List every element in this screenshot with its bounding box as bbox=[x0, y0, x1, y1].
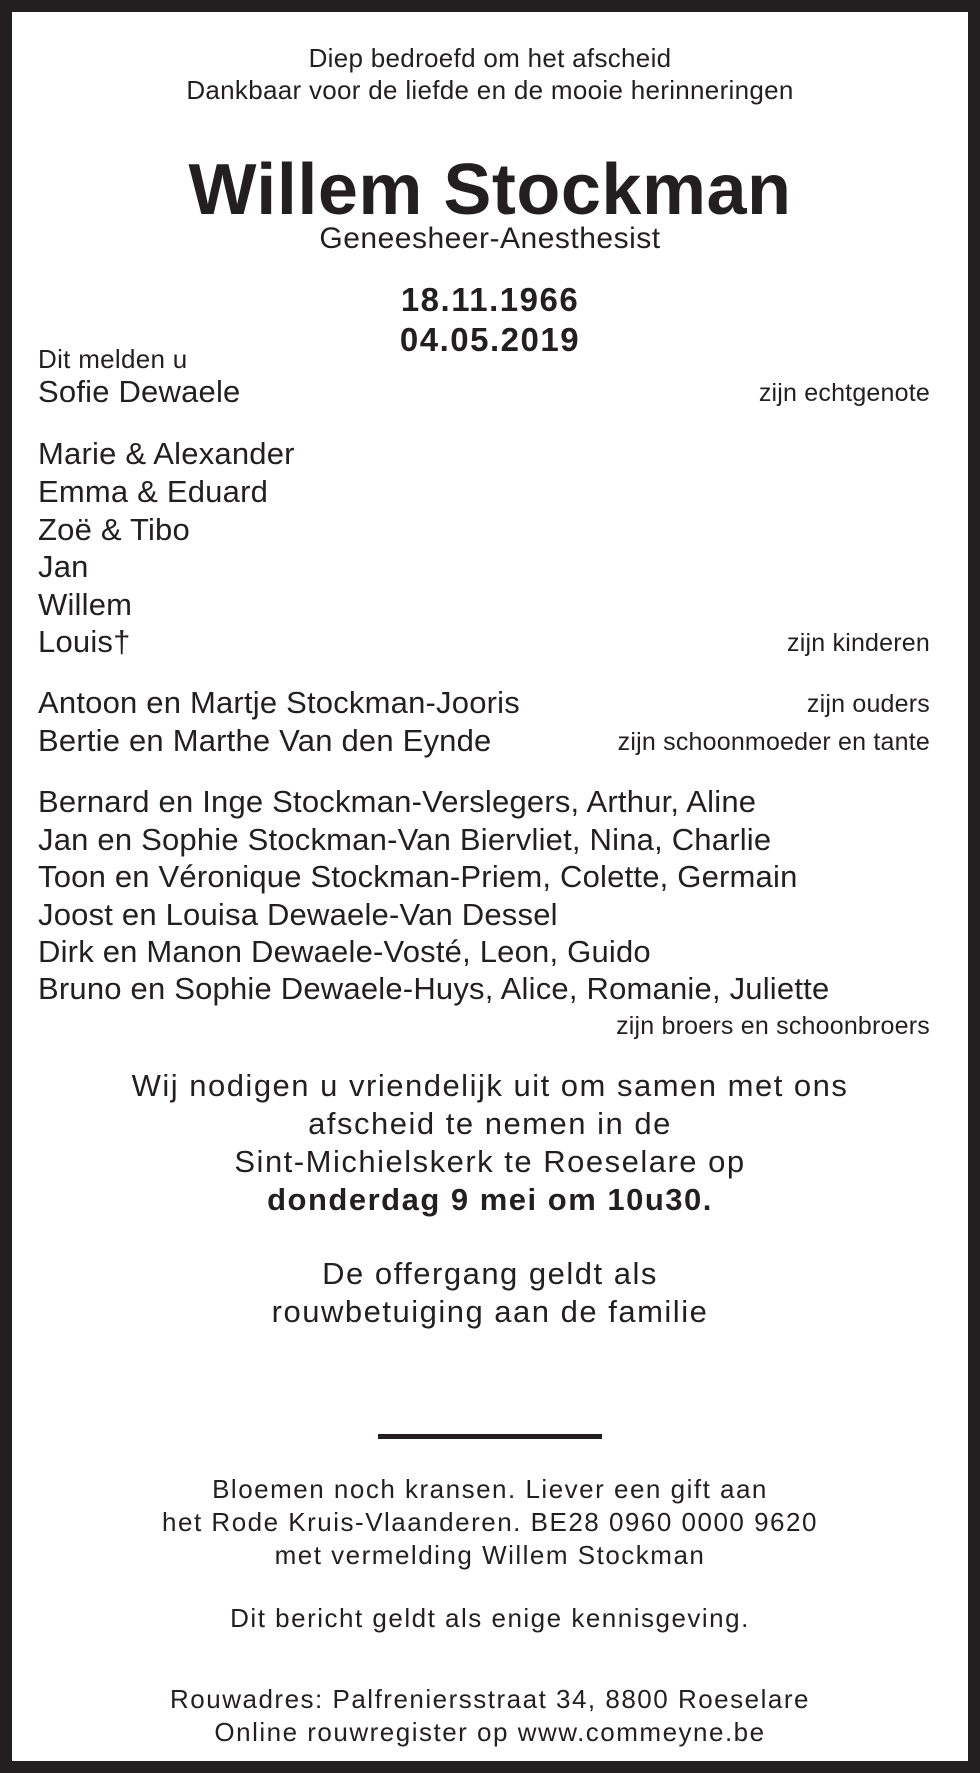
intro-text bbox=[12, 42, 968, 106]
address-line: Rouwadres: Palfreniersstraat 34, 8800 Roeselare bbox=[170, 1684, 810, 1714]
deceased-name: Willem Stockman bbox=[188, 150, 792, 230]
online-register-line: Online rouwregister op www.commeyne.be bbox=[214, 1717, 766, 1747]
death-date: 04.05.2019 bbox=[399, 321, 581, 358]
donation-line-3: met vermelding Willem Stockman bbox=[274, 1540, 706, 1570]
intro-line-1: Diep bedroefd om het afscheid bbox=[308, 43, 672, 73]
child-3: Zoë & Tibo bbox=[38, 512, 190, 547]
deceased-profession: Geneesheer-Anesthesist bbox=[319, 222, 661, 255]
inlaws-relation: zijn schoonmoeder en tante bbox=[617, 728, 930, 756]
offering-line-1: De offergang geldt als bbox=[322, 1256, 658, 1291]
notice-text: Dit bericht geldt als enige kennisgeving. bbox=[230, 1603, 750, 1633]
donation-text bbox=[12, 1473, 968, 1572]
spouse-name: Sofie Dewaele bbox=[38, 374, 241, 409]
siblings-relation: zijn broers en schoonbroers bbox=[616, 1012, 930, 1040]
offering-line-2: rouwbetuiging aan de familie bbox=[271, 1294, 709, 1329]
spouse-relation: zijn echtgenote bbox=[758, 379, 930, 407]
invitation-date: donderdag 9 mei om 10u30. bbox=[267, 1182, 713, 1217]
sibling-3: Toon en Véronique Stockman-Priem, Colette, Germain bbox=[38, 859, 798, 894]
divider-line bbox=[378, 1434, 602, 1439]
invitation-text bbox=[12, 1067, 968, 1219]
birth-date: 18.11.1966 bbox=[400, 281, 580, 318]
invitation-line-2: afscheid te nemen in de bbox=[308, 1106, 672, 1141]
announce-text: Dit melden u bbox=[38, 344, 188, 374]
children-relation: zijn kinderen bbox=[787, 629, 930, 657]
invitation-line-3: Sint-Michielskerk te Roeselare op bbox=[234, 1144, 746, 1179]
sibling-6: Bruno en Sophie Dewaele-Huys, Alice, Romanie, Juliette bbox=[38, 971, 830, 1006]
child-1: Marie & Alexander bbox=[38, 436, 295, 471]
child-6: Louis† bbox=[38, 624, 131, 659]
intro-line-2: Dankbaar voor de liefde en de mooie herinneringen bbox=[186, 75, 794, 105]
sibling-5: Dirk en Manon Dewaele-Vosté, Leon, Guido bbox=[38, 934, 651, 969]
sibling-2: Jan en Sophie Stockman-Van Biervliet, Nina, Charlie bbox=[38, 822, 772, 857]
address-text bbox=[12, 1683, 968, 1749]
child-2: Emma & Eduard bbox=[38, 474, 269, 509]
child-4: Jan bbox=[38, 549, 89, 584]
donation-line-1: Bloemen noch kransen. Liever een gift aan bbox=[212, 1474, 768, 1504]
offering-text bbox=[12, 1255, 968, 1331]
parents-name: Antoon en Martje Stockman-Jooris bbox=[38, 685, 520, 720]
child-5: Willem bbox=[38, 587, 133, 622]
invitation-line-1: Wij nodigen u vriendelijk uit om samen met ons bbox=[131, 1068, 849, 1103]
sibling-4: Joost en Louisa Dewaele-Van Dessel bbox=[38, 897, 558, 932]
sibling-1: Bernard en Inge Stockman-Verslegers, Arthur, Aline bbox=[38, 784, 757, 819]
obituary-card bbox=[12, 12, 968, 1761]
inlaws-name: Bertie en Marthe Van den Eynde bbox=[38, 723, 492, 758]
donation-line-2: het Rode Kruis-Vlaanderen. BE28 0960 0000 9620 bbox=[162, 1507, 818, 1537]
parents-relation: zijn ouders bbox=[806, 690, 930, 718]
